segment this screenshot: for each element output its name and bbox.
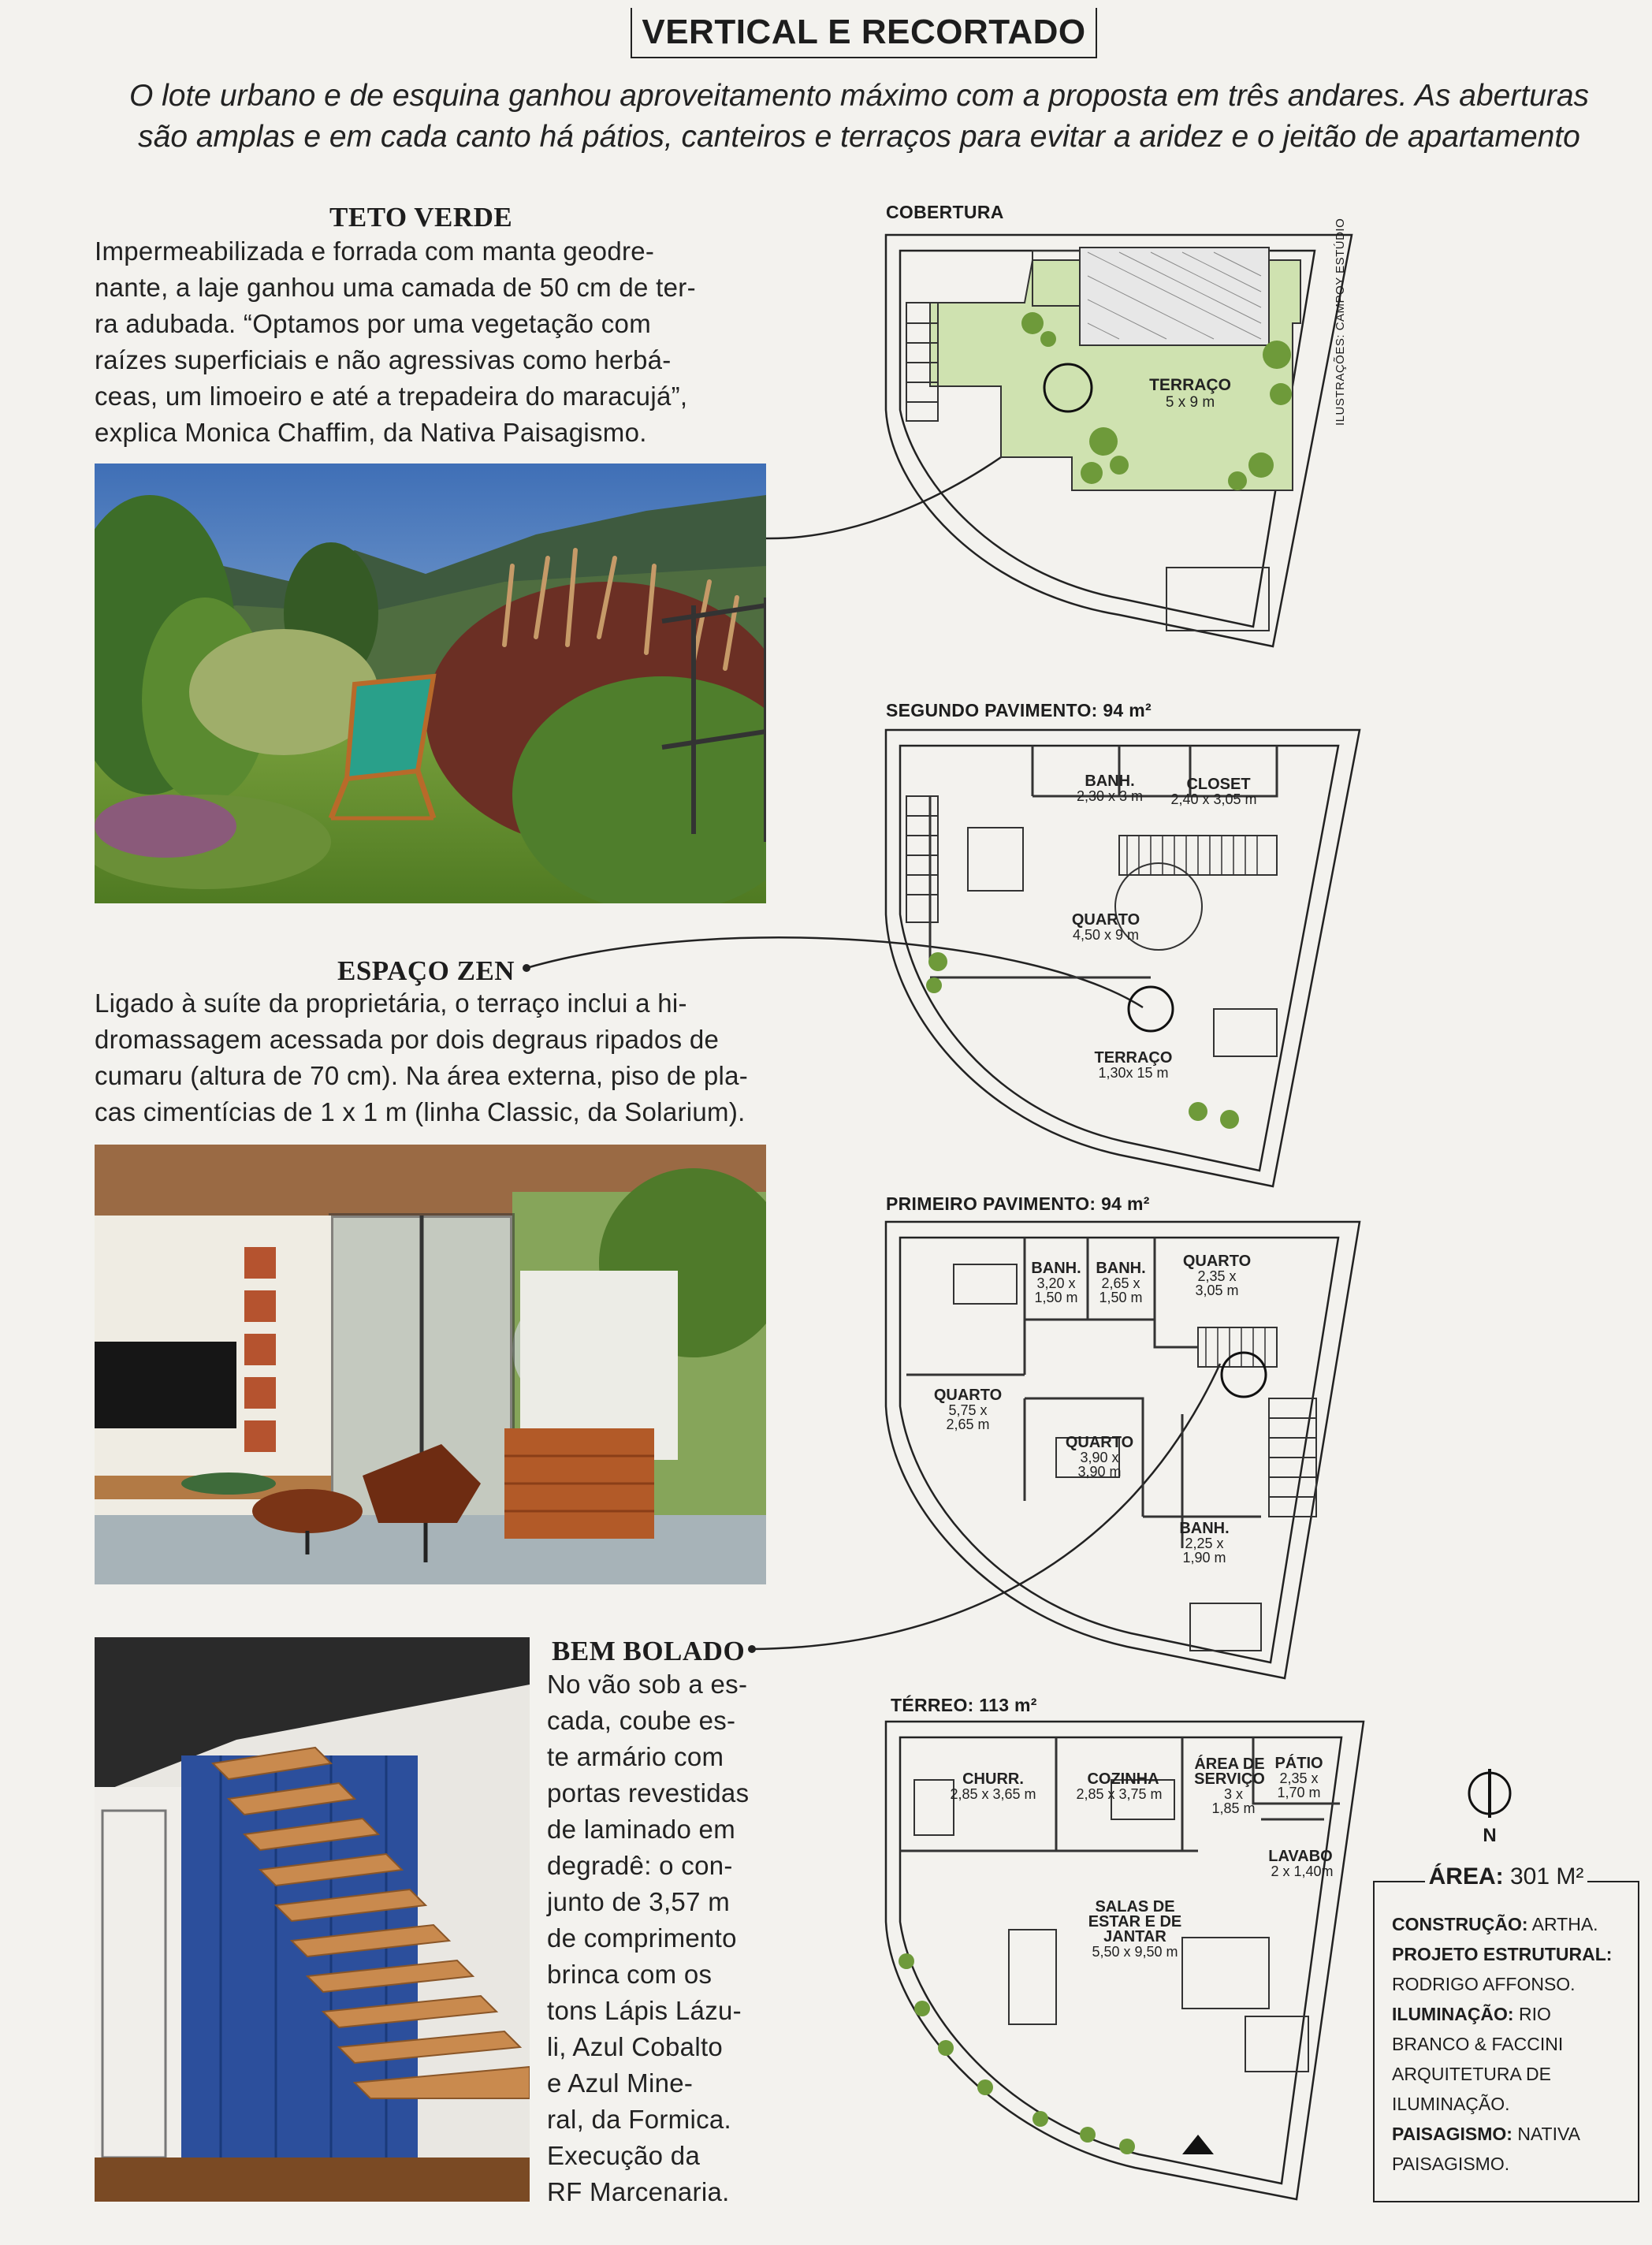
room-name: BANH. xyxy=(1085,773,1135,790)
illustration-credit: ILUSTRAÇÕES: CAMPOY ESTÚDIO xyxy=(1334,218,1347,426)
room-name: CLOSET xyxy=(1186,776,1251,793)
text-line: cumaru (altura de 70 cm). Na área externa, piso de pla- xyxy=(95,1061,749,1090)
text-line: portas revestidas xyxy=(547,1778,750,1808)
compass xyxy=(1466,1766,1513,1845)
plan-terreo xyxy=(883,1717,1371,2206)
room-name: TERRAÇO xyxy=(1094,1049,1173,1067)
segundo-label: SEGUNDO PAVIMENTO: 94 m² xyxy=(886,700,1152,720)
room-size: 5,75 x xyxy=(948,1402,988,1418)
text-line: tons Lápis Lázu- xyxy=(547,1996,742,2025)
espaco-zen-heading: ESPAÇO ZEN xyxy=(337,955,515,986)
text-line: Ligado à suíte da proprietária, o terraço inclui a hi- xyxy=(95,988,687,1018)
room-size: 2,35 x xyxy=(1279,1770,1319,1786)
text-line: explica Monica Chaffim, da Nativa Paisagismo. xyxy=(95,418,647,447)
teto-verde-heading: TETO VERDE xyxy=(329,202,513,233)
bem-bolado-text xyxy=(547,1666,766,2210)
room-name: COZINHA xyxy=(1087,1770,1159,1788)
north-arrow-icon xyxy=(1466,1766,1513,1821)
room-size: 3,20 x xyxy=(1036,1275,1076,1291)
room-name: SERVIÇO xyxy=(1194,1770,1265,1788)
text-line: No vão sob a es- xyxy=(547,1670,748,1699)
staircase-photo xyxy=(95,1637,530,2202)
area-heading: ÁREA: 301 M² xyxy=(1428,1863,1584,1889)
room-name: BANH. xyxy=(1179,1520,1230,1537)
room-size: 4,50 x 9 m xyxy=(1072,927,1140,943)
room-name: BANH. xyxy=(1031,1260,1081,1277)
room-name: QUARTO xyxy=(1065,1434,1134,1451)
text-line: de comprimento xyxy=(547,1923,737,1953)
room-name: TERRAÇO xyxy=(1149,376,1231,394)
credit-item: PAISAGISMO: NATIVA PAISAGISMO. xyxy=(1392,2124,1579,2174)
text-line: nante, a laje ganhou uma camada de 50 cm de ter- xyxy=(95,273,696,302)
compass-label: N xyxy=(1483,1825,1497,1846)
room-name: JANTAR xyxy=(1103,1928,1166,1945)
text-line: te armário com xyxy=(547,1742,724,1771)
text-line: degradê: o con- xyxy=(547,1851,733,1880)
text-line: li, Azul Cobalto xyxy=(547,2032,724,2061)
terreo-label: TÉRREO: 113 m² xyxy=(891,1695,1037,1715)
room-size: 1,30x 15 m xyxy=(1098,1065,1169,1081)
room-name: CHURR. xyxy=(962,1770,1024,1788)
credit-item: CONSTRUÇÃO: ARTHA. xyxy=(1392,1914,1598,1934)
room-size: 5,50 x 9,50 m xyxy=(1092,1944,1178,1960)
text-line: Impermeabilizada e forrada com manta geodre- xyxy=(95,236,655,266)
rooftop-garden-photo xyxy=(95,464,766,903)
room-name: QUARTO xyxy=(933,1387,1003,1404)
text-line: junto de 3,57 m xyxy=(547,1887,730,1916)
text-line: e Azul Mine- xyxy=(547,2068,694,2098)
subtitle xyxy=(87,76,1632,158)
room-name: ÁREA DE xyxy=(1194,1755,1265,1773)
room-size: 2,65 x xyxy=(1101,1275,1140,1291)
credit-item: PROJETO ESTRUTURAL: RODRIGO AFFONSO. xyxy=(1392,1944,1613,1994)
room-size: 3,05 m xyxy=(1195,1283,1239,1298)
credit-item: ILUMINAÇÃO: RIO BRANCO & FACCINI ARQUITETURA DE ILUMINAÇÃO. xyxy=(1392,2004,1564,2114)
room-name: BANH. xyxy=(1096,1260,1146,1277)
room-size: 3,90 m xyxy=(1077,1464,1122,1480)
room-size: 3,90 x xyxy=(1080,1450,1119,1465)
text-line: cas cimentícias de 1 x 1 m (linha Classic, da Solarium). xyxy=(95,1097,746,1126)
room-name: QUARTO xyxy=(1071,911,1140,929)
text-line: brinca com os xyxy=(547,1960,713,1989)
room-name: ESTAR E DE xyxy=(1088,1913,1182,1930)
room-size: 2,25 x xyxy=(1185,1536,1224,1551)
credits-box xyxy=(1373,1863,1639,2202)
page-title: VERTICAL E RECORTADO xyxy=(631,8,1097,58)
text-line: ral, da Formica. xyxy=(547,2105,732,2134)
plan-segundo xyxy=(883,725,1371,1190)
room-size: 2,30 x 3 m xyxy=(1076,788,1144,804)
room-name: LAVABO xyxy=(1268,1848,1333,1865)
room-size: 3 x xyxy=(1223,1786,1244,1802)
room-size: 5 x 9 m xyxy=(1165,394,1215,411)
room-name: QUARTO xyxy=(1182,1253,1252,1270)
text-line: dromassagem acessada por dois degraus ripados de xyxy=(95,1025,720,1054)
plan-primeiro xyxy=(883,1217,1371,1682)
primeiro-label: PRIMEIRO PAVIMENTO: 94 m² xyxy=(886,1193,1150,1214)
subtitle-line-2: são amplas e em cada canto há pátios, canteiros e terraços para evitar a aridez e o jeitão de apartamento xyxy=(138,120,1580,154)
room-size: 2,85 x 3,75 m xyxy=(1076,1786,1163,1802)
room-size: 1,70 m xyxy=(1277,1785,1321,1800)
living-room-photo xyxy=(95,1145,766,1584)
subtitle-line-1: O lote urbano e de esquina ganhou aproveitamento máximo com a proposta em três andares. As aberturas xyxy=(128,79,1590,113)
room-size: 1,50 m xyxy=(1099,1290,1143,1305)
text-line: RF Marcenaria. xyxy=(547,2177,730,2206)
text-line: Execução da xyxy=(547,2141,701,2170)
text-line: ra adubada. “Optamos por uma vegetação com xyxy=(95,309,651,338)
bem-bolado-heading: BEM BOLADO xyxy=(552,1636,746,1666)
room-size: 2,35 x xyxy=(1197,1268,1237,1284)
room-size: 2,40 x 3,05 m xyxy=(1170,791,1257,807)
room-size: 1,50 m xyxy=(1034,1290,1078,1305)
text-line: de laminado em xyxy=(547,1815,736,1844)
credits-list xyxy=(1392,1909,1628,2179)
room-name: PÁTIO xyxy=(1274,1755,1323,1772)
cobertura-label: COBERTURA xyxy=(886,202,1004,222)
room-size: 1,85 m xyxy=(1211,1800,1256,1816)
plan-cobertura xyxy=(883,229,1356,654)
teto-verde-text xyxy=(95,233,765,451)
room-size: 2,85 x 3,65 m xyxy=(950,1786,1036,1802)
room-size: 2,65 m xyxy=(946,1417,990,1432)
text-line: cada, coube es- xyxy=(547,1706,736,1735)
room-size: 1,90 m xyxy=(1182,1550,1226,1566)
room-name: SALAS DE xyxy=(1095,1898,1175,1916)
text-line: raízes superficiais e não agressivas como herbá- xyxy=(95,345,672,374)
room-size: 2 x 1,40m xyxy=(1271,1863,1334,1879)
text-line: ceas, um limoeiro e até a trepadeira do maracujá”, xyxy=(95,382,688,411)
